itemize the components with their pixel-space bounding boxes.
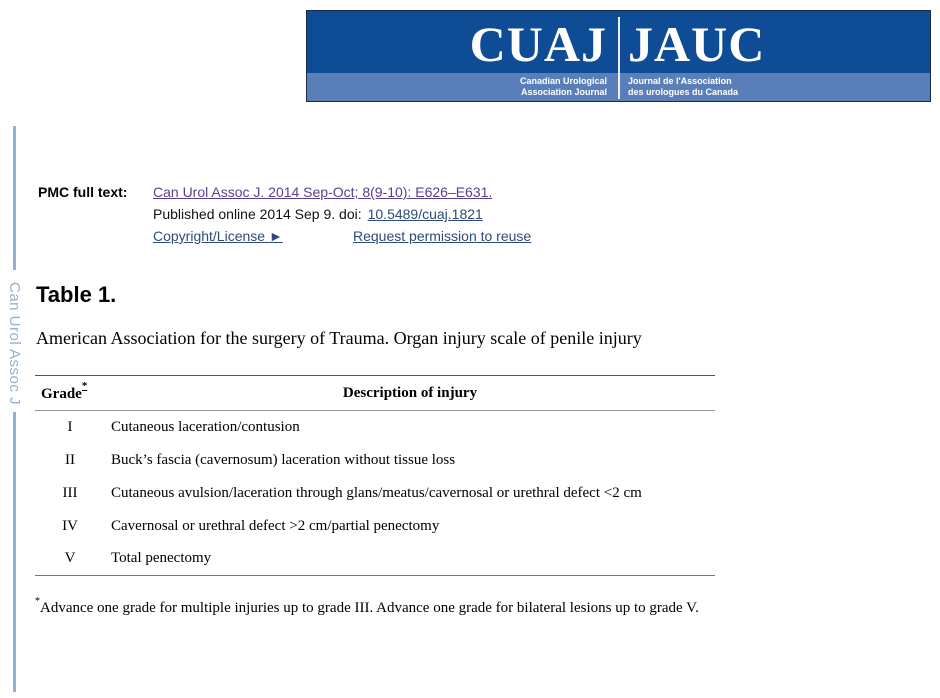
banner-subtitle-fr-line1: Journal de l'Association [628, 76, 732, 86]
table-footnote [35, 598, 699, 617]
grade-cell: II [65, 451, 75, 468]
citation-published [153, 206, 483, 222]
request-permission-link[interactable]: Request permission to reuse [353, 228, 532, 244]
table-row [35, 510, 715, 543]
table-body [35, 411, 715, 576]
banner-subtitle-en-line2: Association Journal [520, 87, 607, 97]
banner-divider [618, 17, 620, 99]
published-text: Published online 2014 Sep 9. doi: [153, 206, 362, 222]
table-caption: American Association for the surgery of Trauma. Organ injury scale of penile injury [36, 328, 642, 348]
banner-subtitle-en-line1: Canadian Urological [519, 76, 607, 86]
grade-cell: III [62, 484, 78, 501]
banner-subtitle-fr-line2: des urologues du Canada [628, 87, 739, 97]
banner-subtitle-en [520, 76, 607, 98]
side-rule-bottom [13, 412, 16, 692]
footnote-mark: * [35, 596, 40, 607]
description-cell: Cavernosal or urethral defect >2 cm/partial penectomy [111, 517, 440, 534]
grade-cell: V [64, 550, 76, 567]
table-row [35, 444, 715, 477]
grade-cell: I [67, 418, 73, 435]
banner-subtitle-fr [628, 76, 738, 98]
description-column-header: Description of injury [342, 384, 478, 401]
table-heading: Table 1. [36, 282, 117, 307]
banner-title-jauc: JAUC [628, 16, 766, 72]
description-cell: Cutaneous avulsion/laceration through glans/meatus/cavernosal or urethral defect <2 cm [111, 484, 642, 501]
description-cell: Cutaneous laceration/contusion [111, 418, 300, 435]
journal-banner [306, 10, 931, 102]
citation-label: PMC full text: [38, 184, 128, 200]
table-row [35, 411, 715, 444]
doi-link[interactable]: 10.5489/cuaj.1821 [367, 206, 483, 222]
side-rule-top [13, 126, 16, 270]
citation-journal-link[interactable]: Can Urol Assoc J. 2014 Sep-Oct; 8(9-10): E626–E631. [153, 184, 493, 200]
table-row [35, 477, 715, 510]
table-row [35, 543, 715, 576]
description-cell: Buck’s fascia (cavernosum) laceration without tissue loss [111, 451, 456, 468]
footnote-text: Advance one grade for multiple injuries up to grade III. Advance one grade for bilateral lesions up to grade V. [40, 600, 699, 616]
grade-cell: IV [62, 517, 78, 534]
grade-footnote-mark[interactable]: * [81, 380, 88, 392]
table-header-row [35, 376, 715, 411]
description-cell: Total penectomy [111, 550, 212, 567]
injury-scale-table [35, 375, 715, 576]
grade-header-text: Grade [41, 386, 82, 402]
side-journal-label: Can Urol Assoc J [6, 282, 23, 406]
copyright-license-link[interactable]: Copyright/License ► [153, 228, 283, 244]
grade-column-header [35, 376, 105, 411]
banner-title-cuaj: CUAJ [469, 16, 607, 72]
